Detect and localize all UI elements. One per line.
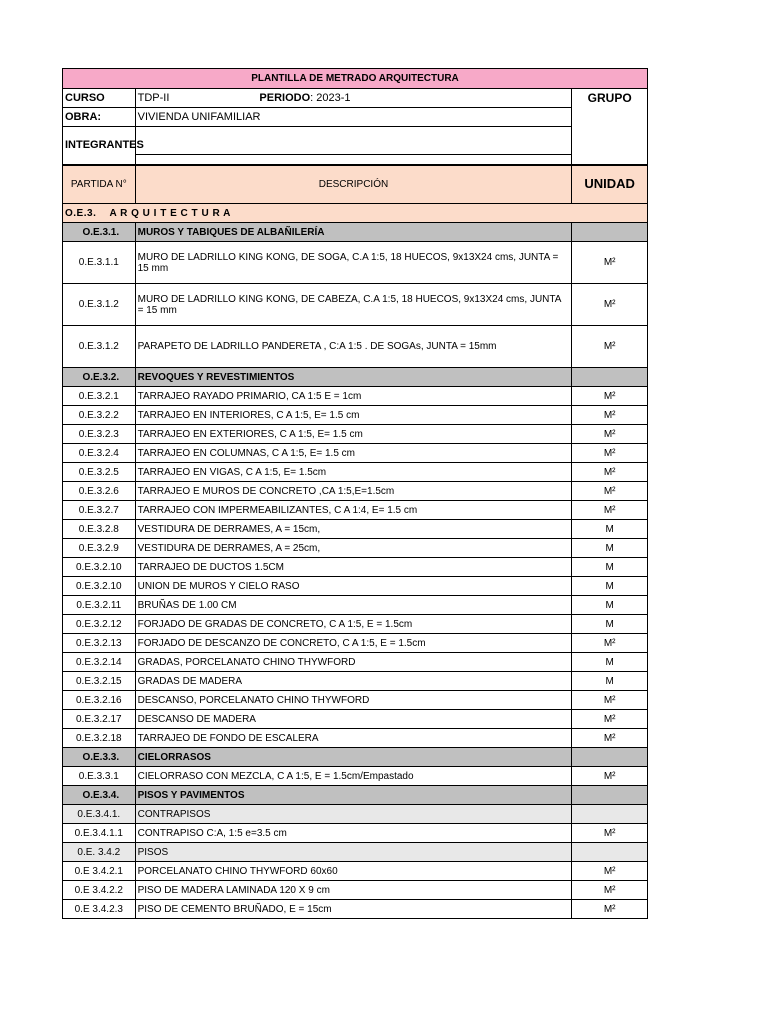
subcategory-row bbox=[63, 805, 648, 824]
subcategory-row bbox=[63, 843, 648, 862]
row-desc: BRUÑAS DE 1.00 CM bbox=[135, 596, 572, 615]
row-code: 0.E.3.2.1 bbox=[63, 387, 136, 406]
row-desc: REVOQUES Y REVESTIMIENTOS bbox=[135, 368, 572, 387]
row-code: 0.E. 3.4.2 bbox=[63, 843, 136, 862]
row-desc: PARAPETO DE LADRILLO PANDERETA , C:A 1:5 . DE SOGAs, JUNTA = 15mm bbox=[135, 326, 572, 368]
header-unidad: UNIDAD bbox=[572, 166, 648, 204]
row-code: O.E.3.4. bbox=[63, 786, 136, 805]
row-code: O.E.3.3. bbox=[63, 748, 136, 767]
row-code: 0.E.3.2.15 bbox=[63, 672, 136, 691]
row-code: 0.E.3.2.18 bbox=[63, 729, 136, 748]
row-desc: PISOS bbox=[135, 843, 572, 862]
row-desc: GRADAS DE MADERA bbox=[135, 672, 572, 691]
row-unit: M bbox=[572, 653, 648, 672]
row-desc: PISOS Y PAVIMENTOS bbox=[135, 786, 572, 805]
row-unit: M² bbox=[572, 482, 648, 501]
grupo-label: GRUPO bbox=[572, 89, 648, 165]
category-row bbox=[63, 223, 648, 242]
table-row bbox=[63, 615, 648, 634]
title-row bbox=[63, 69, 648, 89]
row-code: O.E.3.2. bbox=[63, 368, 136, 387]
table-row bbox=[63, 425, 648, 444]
table-row bbox=[63, 463, 648, 482]
category-row bbox=[63, 368, 648, 387]
row-code: 0.E.3.2.16 bbox=[63, 691, 136, 710]
category-row bbox=[63, 786, 648, 805]
table-row bbox=[63, 729, 648, 748]
row-desc: TARRAJEO EN INTERIORES, C A 1:5, E= 1.5 cm bbox=[135, 406, 572, 425]
row-code: 0.E.3.1.2 bbox=[63, 326, 136, 368]
curso-label: CURSO bbox=[63, 89, 136, 108]
table-row bbox=[63, 824, 648, 843]
obra-row bbox=[63, 108, 648, 127]
table-row bbox=[63, 653, 648, 672]
row-unit: M² bbox=[572, 862, 648, 881]
row-unit: M² bbox=[572, 691, 648, 710]
row-desc: DESCANSO DE MADERA bbox=[135, 710, 572, 729]
periodo-value: : 2023-1 bbox=[310, 91, 351, 104]
row-desc: TARRAJEO DE FONDO DE ESCALERA bbox=[135, 729, 572, 748]
row-unit: M² bbox=[572, 425, 648, 444]
row-code: O.E.3.1. bbox=[63, 223, 136, 242]
row-unit: M bbox=[572, 539, 648, 558]
row-unit: M bbox=[572, 596, 648, 615]
row-unit: M bbox=[572, 520, 648, 539]
row-unit: M bbox=[572, 615, 648, 634]
row-code: 0.E.3.1.2 bbox=[63, 284, 136, 326]
row-code: 0.E.3.2.5 bbox=[63, 463, 136, 482]
table-row bbox=[63, 596, 648, 615]
table-row bbox=[63, 862, 648, 881]
row-code: 0.E 3.4.2.2 bbox=[63, 881, 136, 900]
section-code: O.E.3. bbox=[65, 207, 97, 219]
row-desc: PORCELANATO CHINO THYWFORD 60x60 bbox=[135, 862, 572, 881]
section-name: A R Q U I T E C T U R A bbox=[109, 207, 231, 219]
row-unit: M bbox=[572, 672, 648, 691]
periodo-label: PERIODO bbox=[259, 91, 311, 104]
integrantes-row bbox=[63, 127, 648, 165]
integrantes-label: INTEGRANTES bbox=[63, 127, 136, 165]
integrantes-line bbox=[136, 136, 572, 155]
table-row bbox=[63, 242, 648, 284]
metrado-table bbox=[62, 68, 648, 919]
table-row bbox=[63, 284, 648, 326]
row-unit: M² bbox=[572, 824, 648, 843]
table-row bbox=[63, 387, 648, 406]
row-unit bbox=[572, 805, 648, 824]
integrantes-cell bbox=[135, 127, 572, 165]
table-row bbox=[63, 558, 648, 577]
header-partida: PARTIDA N° bbox=[63, 166, 136, 204]
row-desc: TARRAJEO RAYADO PRIMARIO, CA 1:5 E = 1cm bbox=[135, 387, 572, 406]
row-unit: M bbox=[572, 577, 648, 596]
row-code: 0.E.3.4.1. bbox=[63, 805, 136, 824]
row-desc: CIELORRASO CON MEZCLA, C A 1:5, E = 1.5cm/Empastado bbox=[135, 767, 572, 786]
section-cell bbox=[63, 204, 648, 223]
row-unit: M² bbox=[572, 406, 648, 425]
row-code: 0.E.3.2.4 bbox=[63, 444, 136, 463]
row-desc: MURO DE LADRILLO KING KONG, DE CABEZA, C.A 1:5, 18 HUECOS, 9x13X24 cms, JUNTA = 15 mm bbox=[135, 284, 572, 326]
table-row bbox=[63, 900, 648, 919]
row-desc: TARRAJEO EN EXTERIORES, C A 1:5, E= 1.5 cm bbox=[135, 425, 572, 444]
row-code: 0.E.3.3.1 bbox=[63, 767, 136, 786]
section-row bbox=[63, 204, 648, 223]
table-row bbox=[63, 691, 648, 710]
curso-cell bbox=[135, 89, 572, 108]
row-desc: VESTIDURA DE DERRAMES, A = 25cm, bbox=[135, 539, 572, 558]
row-unit: M² bbox=[572, 242, 648, 284]
row-code: 0.E.3.2.8 bbox=[63, 520, 136, 539]
table-row bbox=[63, 634, 648, 653]
table-row bbox=[63, 501, 648, 520]
row-code: 0.E.3.2.6 bbox=[63, 482, 136, 501]
row-unit: M² bbox=[572, 444, 648, 463]
row-code: 0.E.3.2.12 bbox=[63, 615, 136, 634]
row-desc: TARRAJEO EN VIGAS, C A 1:5, E= 1.5cm bbox=[135, 463, 572, 482]
row-code: 0.E 3.4.2.1 bbox=[63, 862, 136, 881]
row-unit: M² bbox=[572, 387, 648, 406]
row-desc: UNION DE MUROS Y CIELO RASO bbox=[135, 577, 572, 596]
row-unit bbox=[572, 223, 648, 242]
row-desc: TARRAJEO DE DUCTOS 1.5CM bbox=[135, 558, 572, 577]
row-desc: DESCANSO, PORCELANATO CHINO THYWFORD bbox=[135, 691, 572, 710]
row-code: 0.E.3.2.3 bbox=[63, 425, 136, 444]
row-code: 0.E.3.2.11 bbox=[63, 596, 136, 615]
row-desc: MUROS Y TABIQUES DE ALBAÑILERÍA bbox=[135, 223, 572, 242]
curso-row bbox=[63, 89, 648, 108]
table-row bbox=[63, 520, 648, 539]
row-desc: GRADAS, PORCELANATO CHINO THYWFORD bbox=[135, 653, 572, 672]
row-desc: CONTRAPISO C:A, 1:5 e=3.5 cm bbox=[135, 824, 572, 843]
row-unit bbox=[572, 368, 648, 387]
row-unit: M² bbox=[572, 284, 648, 326]
row-code: 0.E.3.2.17 bbox=[63, 710, 136, 729]
row-desc: VESTIDURA DE DERRAMES, A = 15cm, bbox=[135, 520, 572, 539]
row-desc: FORJADO DE GRADAS DE CONCRETO, C A 1:5, E = 1.5cm bbox=[135, 615, 572, 634]
row-code: 0.E.3.2.14 bbox=[63, 653, 136, 672]
row-unit bbox=[572, 843, 648, 862]
row-code: 0.E 3.4.2.3 bbox=[63, 900, 136, 919]
table-row bbox=[63, 577, 648, 596]
row-code: 0.E.3.2.7 bbox=[63, 501, 136, 520]
row-code: 0.E.3.1.1 bbox=[63, 242, 136, 284]
row-unit: M bbox=[572, 558, 648, 577]
row-unit: M² bbox=[572, 729, 648, 748]
row-desc: TARRAJEO E MUROS DE CONCRETO ,CA 1:5,E=1.5cm bbox=[135, 482, 572, 501]
row-code: 0.E.3.2.13 bbox=[63, 634, 136, 653]
row-unit bbox=[572, 786, 648, 805]
curso-value: TDP-II bbox=[137, 91, 170, 104]
table-row bbox=[63, 406, 648, 425]
table-row bbox=[63, 710, 648, 729]
sheet-title: PLANTILLA DE METRADO ARQUITECTURA bbox=[63, 69, 648, 89]
row-desc: FORJADO DE DESCANZO DE CONCRETO, C A 1:5, E = 1.5cm bbox=[135, 634, 572, 653]
row-code: 0.E.3.2.9 bbox=[63, 539, 136, 558]
row-code: 0.E.3.2.10 bbox=[63, 558, 136, 577]
row-code: 0.E.3.2.2 bbox=[63, 406, 136, 425]
table-row bbox=[63, 767, 648, 786]
table-row bbox=[63, 326, 648, 368]
obra-label: OBRA: bbox=[63, 108, 136, 127]
row-unit: M² bbox=[572, 767, 648, 786]
row-unit: M² bbox=[572, 710, 648, 729]
row-unit bbox=[572, 748, 648, 767]
row-unit: M² bbox=[572, 501, 648, 520]
row-unit: M² bbox=[572, 881, 648, 900]
row-desc: PISO DE MADERA LAMINADA 120 X 9 cm bbox=[135, 881, 572, 900]
header-row bbox=[63, 166, 648, 204]
row-desc: MURO DE LADRILLO KING KONG, DE SOGA, C.A 1:5, 18 HUECOS, 9x13X24 cms, JUNTA = 15 mm bbox=[135, 242, 572, 284]
table-row bbox=[63, 881, 648, 900]
row-code: 0.E.3.2.10 bbox=[63, 577, 136, 596]
row-desc: PISO DE CEMENTO BRUÑADO, E = 15cm bbox=[135, 900, 572, 919]
row-desc: TARRAJEO EN COLUMNAS, C A 1:5, E= 1.5 cm bbox=[135, 444, 572, 463]
obra-value: VIVIENDA UNIFAMILIAR bbox=[135, 108, 572, 127]
row-unit: M² bbox=[572, 900, 648, 919]
row-unit: M² bbox=[572, 634, 648, 653]
table-row bbox=[63, 539, 648, 558]
row-desc: CIELORRASOS bbox=[135, 748, 572, 767]
header-descripcion: DESCRIPCIÓN bbox=[135, 166, 572, 204]
row-code: 0.E.3.4.1.1 bbox=[63, 824, 136, 843]
row-unit: M² bbox=[572, 463, 648, 482]
table-row bbox=[63, 482, 648, 501]
row-unit: M² bbox=[572, 326, 648, 368]
row-desc: TARRAJEO CON IMPERMEABILIZANTES, C A 1:4, E= 1.5 cm bbox=[135, 501, 572, 520]
table-row bbox=[63, 672, 648, 691]
row-desc: CONTRAPISOS bbox=[135, 805, 572, 824]
table-row bbox=[63, 444, 648, 463]
category-row bbox=[63, 748, 648, 767]
